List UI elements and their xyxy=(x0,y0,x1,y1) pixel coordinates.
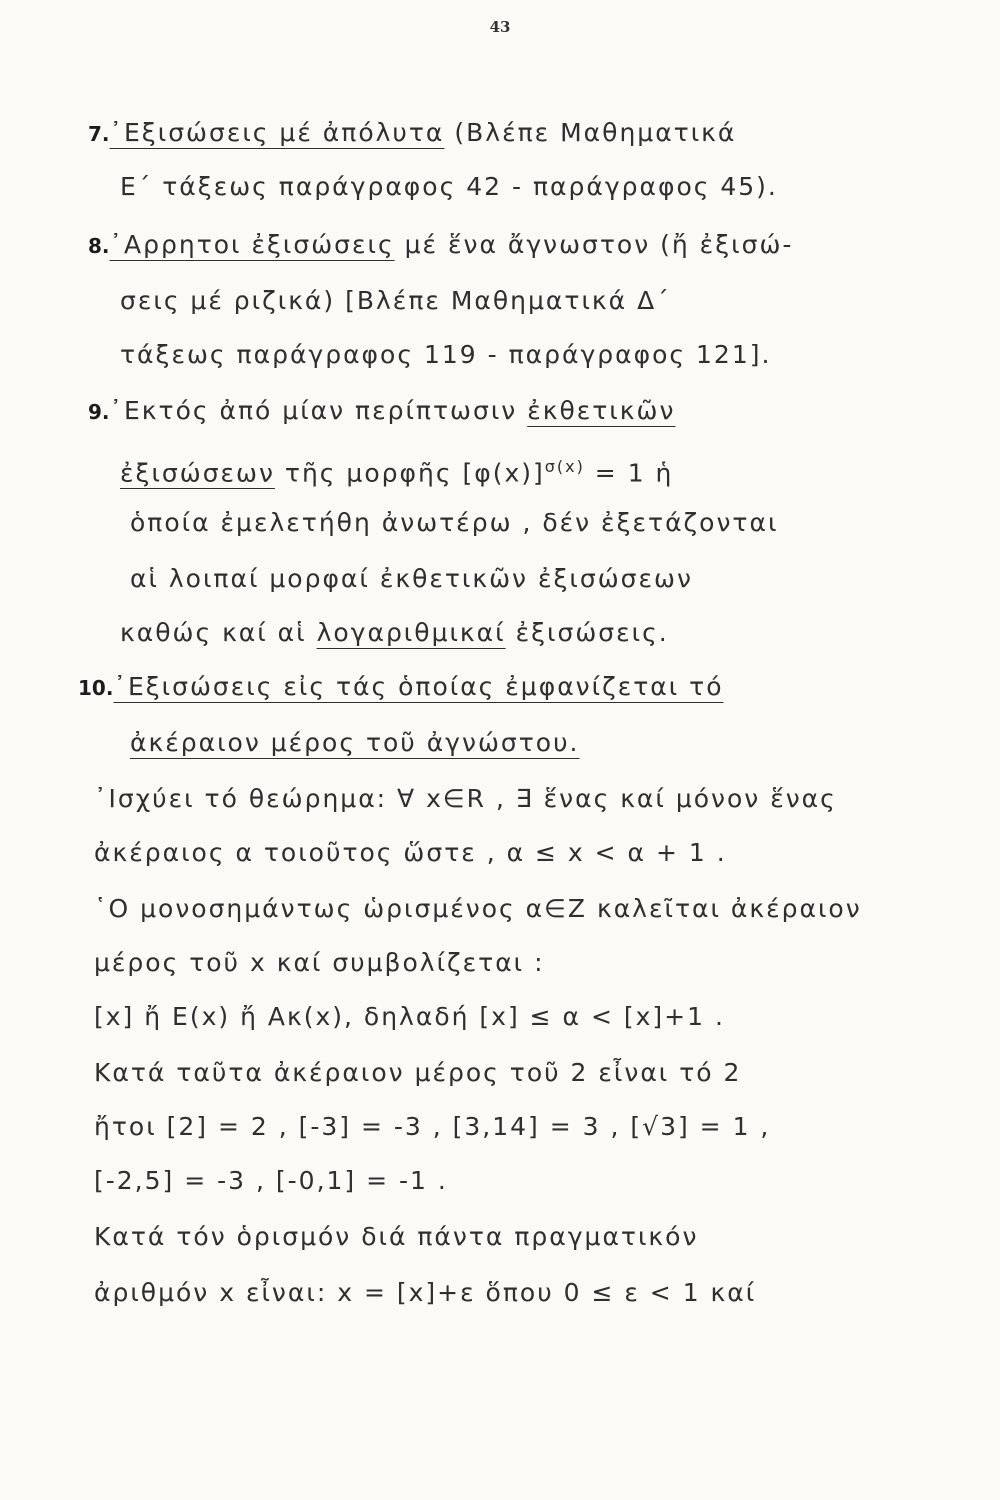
item-9-equations: ἐξισώσεων xyxy=(120,458,275,488)
item-8-heading xyxy=(88,230,793,261)
body-line-3: ῾Ο μονοσημάντως ὡρισμένος α∈Z καλεῖται ἀκέραιον xyxy=(94,894,862,923)
item-9-line-4: αἱ λοιπαί μορφαί ἐκθετικῶν ἐξισώσεων xyxy=(130,564,693,593)
item-9-heading xyxy=(88,396,675,427)
item-9-line-5 xyxy=(120,618,669,648)
item-7-heading xyxy=(88,118,736,149)
item-8-line-2: σεις μέ ριζικά) [Βλέπε Μαθηματικά Δ΄ xyxy=(120,286,671,315)
body-line-1: ᾽Ισχύει τό θεώρημα: ∀ x∈R , ∃ ἕνας καί μόνον ἕνας xyxy=(94,784,837,813)
item-9-number: 9. xyxy=(88,400,110,424)
item-9-exponential: ἐκθετικῶν xyxy=(527,396,676,425)
item-8-text: μέ ἕνα ἄγνωστον (ἤ ἐξισώ- xyxy=(404,230,794,259)
item-7-title: ᾽Εξισώσεις μέ ἀπόλυτα xyxy=(109,118,445,147)
item-8-number: 8. xyxy=(88,234,110,258)
item-9-equations-end: ἐξισώσεις. xyxy=(515,618,669,647)
body-line-5: [x] ἤ E(x) ἤ Ακ(x), δηλαδή [x] ≤ α < [x]+1 . xyxy=(94,1002,725,1031)
item-10-title: ᾽Εξισώσεις εἰς τάς ὁποίας ἐμφανίζεται τό xyxy=(113,672,724,701)
item-7-reference-cont: Ε΄ τάξεως παράγραφος 42 - παράγραφος 45). xyxy=(120,172,778,201)
item-9-text: ᾽Εκτός ἀπό μίαν περίπτωσιν xyxy=(109,396,518,425)
item-9-form: τῆς μορφῆς [φ(x)] xyxy=(284,458,545,488)
body-line-4: μέρος τοῦ x καί συμβολίζεται : xyxy=(94,948,545,977)
body-line-10: ἀριθμόν x εἶναι: x = [x]+ε ὅπου 0 ≤ ε < 1 καί xyxy=(94,1278,757,1307)
item-10-heading xyxy=(78,672,724,703)
item-8-line-3: τάξεως παράγραφος 119 - παράγραφος 121]. xyxy=(120,340,772,369)
item-9-line-3: ὁποία ἐμελετήθη ἀνωτέρω , δέν ἐξετάζονται xyxy=(130,508,779,537)
item-10-number: 10. xyxy=(78,676,114,700)
body-line-7: ἤτοι [2] = 2 , [-3] = -3 , [3,14] = 3 , [√3] = 1 , xyxy=(94,1112,771,1141)
item-7-number: 7. xyxy=(88,122,110,146)
item-9-as-well: καθώς καί αἱ xyxy=(120,618,307,647)
item-9-line-2 xyxy=(120,452,673,488)
page-number: 43 xyxy=(489,18,511,36)
body-line-2: ἀκέραιος α τοιοῦτος ὥστε , α ≤ x < α + 1 . xyxy=(94,838,727,867)
item-8-title: ᾽Αρρητοι ἐξισώσεις xyxy=(109,230,395,259)
item-9-form-end: = 1 ἡ xyxy=(594,458,674,488)
item-10-title-cont xyxy=(130,728,579,758)
body-line-6: Κατά ταῦτα ἀκέραιον μέρος τοῦ 2 εἶναι τό 2 xyxy=(94,1058,742,1087)
item-7-reference: (Βλέπε Μαθηματικά xyxy=(454,118,737,147)
item-10-title-line-2: ἀκέραιον μέρος τοῦ ἀγνώστου. xyxy=(130,728,580,757)
body-line-8: [-2,5] = -3 , [-0,1] = -1 . xyxy=(94,1166,448,1195)
body-line-9: Κατά τόν ὁρισμόν διά πάντα πραγματικόν xyxy=(94,1222,699,1251)
item-9-logarithmic: λογαριθμικαί xyxy=(316,618,506,647)
item-9-exponent: σ(x) xyxy=(544,457,585,476)
